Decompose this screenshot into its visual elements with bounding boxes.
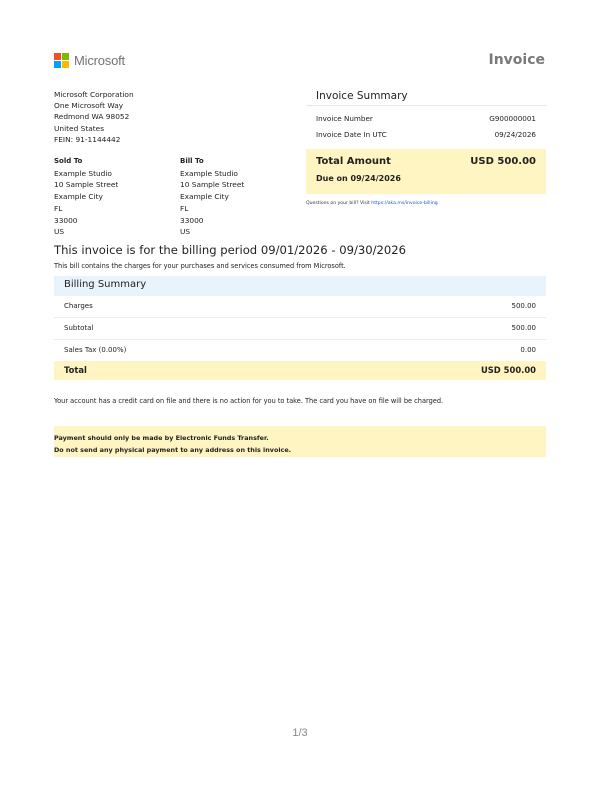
bill-to-line: 33000 — [180, 215, 204, 225]
billing-summary-title: Billing Summary — [64, 279, 147, 290]
sold-to-line: US — [54, 227, 65, 237]
invoice-number-value: G900000001 — [489, 114, 536, 123]
invoice-date-value: 09/24/2026 — [494, 130, 536, 139]
microsoft-logo-icon — [54, 53, 69, 68]
page-number: 1/3 — [292, 727, 308, 739]
bill-to-address — [180, 156, 244, 238]
logo-square-green — [62, 53, 69, 60]
bill-to-line: Example Studio — [180, 168, 238, 178]
billing-row-subtotal — [54, 318, 546, 340]
billing-period-title: This invoice is for the billing period 09/01/2026 - 09/30/2026 — [54, 243, 407, 257]
logo-square-yellow — [62, 61, 69, 68]
billing-row-value: 500.00 — [511, 324, 536, 332]
bill-to-header: Bill To — [180, 157, 204, 165]
invoice-summary-title: Invoice Summary — [306, 89, 546, 106]
billing-row-sales-tax — [54, 340, 546, 362]
billing-period-subtitle: This bill contains the charges for your purchases and services consumed from Microsoft. — [54, 262, 346, 270]
bill-to-line: 10 Sample Street — [180, 180, 245, 190]
invoice-date-row — [306, 130, 546, 139]
payment-notice — [54, 426, 546, 457]
sold-to-line: 10 Sample Street — [54, 180, 119, 190]
billing-row-value: 0.00 — [520, 346, 536, 354]
invoice-number-row — [306, 114, 546, 123]
logo-square-blue — [54, 61, 61, 68]
invoice-number-label: Invoice Number — [316, 114, 373, 123]
billing-help-link[interactable]: https://aka.ms/invoice-billing — [371, 201, 438, 206]
sold-to-line: Example Studio — [54, 168, 112, 178]
bill-to-line: US — [180, 227, 191, 237]
bill-to-line: Example City — [180, 192, 229, 202]
invoice-summary — [306, 89, 546, 139]
company-line: FEIN: 91-1144442 — [54, 134, 121, 144]
company-line: One Microsoft Way — [54, 101, 124, 111]
billing-total-row — [54, 361, 546, 380]
company-line: Microsoft Corporation — [54, 90, 134, 99]
billing-row-label: Subtotal — [64, 324, 94, 332]
payment-notice-line: Do not send any physical payment to any address on this invoice. — [54, 446, 292, 454]
company-line: Redmond WA 98052 — [54, 112, 130, 122]
billing-row-value: 500.00 — [511, 302, 536, 310]
billing-total-value: USD 500.00 — [480, 365, 536, 375]
payment-notice-line: Payment should only be made by Electronic Funds Transfer. — [54, 434, 269, 442]
due-date: Due on 09/24/2026 — [316, 174, 401, 183]
billing-row-label: Sales Tax (0.00%) — [64, 346, 127, 354]
questions-text: Questions on your bill? Visit — [306, 201, 370, 206]
invoice-date-label: Invoice Date In UTC — [316, 130, 387, 139]
page-title: Invoice — [488, 52, 545, 68]
total-amount-label: Total Amount — [316, 156, 391, 167]
billing-summary-header — [54, 276, 546, 296]
sold-to-line: FL — [54, 203, 63, 213]
total-amount-value: USD 500.00 — [470, 156, 536, 167]
questions-note — [306, 201, 438, 206]
sold-to-header: Sold To — [54, 157, 83, 165]
credit-card-note: Your account has a credit card on file and there is no action for you to take. The card you have on file will be charged. — [54, 397, 444, 405]
microsoft-logo — [54, 53, 125, 68]
logo-square-red — [54, 53, 61, 60]
billing-row-charges — [54, 296, 546, 318]
sold-to-line: 33000 — [54, 215, 78, 225]
billing-total-label: Total — [64, 365, 87, 375]
billing-row-label: Charges — [64, 302, 93, 310]
company-address — [54, 89, 134, 145]
total-amount-box — [306, 149, 546, 194]
company-line: United States — [54, 123, 105, 133]
bill-to-line: FL — [180, 203, 189, 213]
logo-text: Microsoft — [74, 53, 125, 68]
sold-to-line: Example City — [54, 192, 103, 202]
sold-to-address — [54, 156, 118, 238]
